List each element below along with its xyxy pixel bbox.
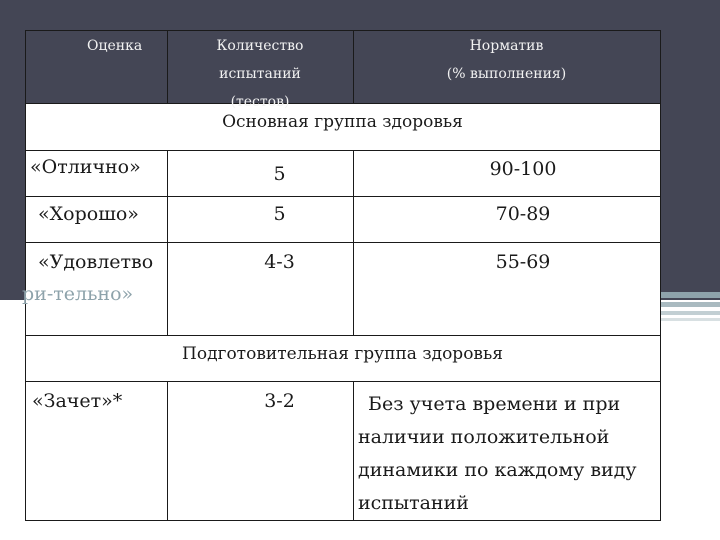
row-count: 5 xyxy=(273,203,286,225)
row-norm: 90-100 xyxy=(489,158,557,180)
header-grade: Оценка xyxy=(87,38,143,54)
row-norm: 55-69 xyxy=(495,251,551,273)
row-grade-line1: «Удовлетво xyxy=(38,251,154,273)
row-grade: «Зачет»* xyxy=(32,390,123,412)
header-norm xyxy=(353,32,660,88)
prep-group-title: Подготовительная группа здоровья xyxy=(182,344,503,364)
row-count: 4-3 xyxy=(264,251,295,273)
table-rule xyxy=(25,242,660,243)
header-norm-line1: Норматив xyxy=(469,38,544,54)
table-rule xyxy=(25,196,660,197)
row-norm-line2: наличии положительной xyxy=(358,426,610,448)
main-group-title: Основная группа здоровья xyxy=(222,112,463,132)
row-count: 5 xyxy=(273,163,286,185)
header-count xyxy=(167,32,353,116)
table-rule xyxy=(25,335,660,336)
table-border-left xyxy=(25,30,26,521)
row-norm: 70-89 xyxy=(495,203,551,225)
row-norm xyxy=(358,388,658,520)
header-count-line2: испытаний xyxy=(219,66,301,82)
header-count-line1: Количество xyxy=(216,38,304,54)
row-grade: «Хорошо» xyxy=(38,203,139,225)
table-rule xyxy=(25,150,660,151)
table-border-right xyxy=(660,30,661,521)
header-count-line3: (тестов) xyxy=(230,94,290,110)
row-grade: «Отлично» xyxy=(30,156,141,178)
row-norm-line3: динамики по каждому виду xyxy=(358,459,637,481)
row-grade-line2: ри-тельно» xyxy=(22,283,134,305)
left-margin-bg xyxy=(0,150,25,300)
header-norm-line2: (% выполнения) xyxy=(446,66,567,82)
table-border-top xyxy=(25,30,660,31)
row-count: 3-2 xyxy=(264,390,295,412)
row-norm-line4: испытаний xyxy=(358,492,469,514)
table-border-bottom xyxy=(25,520,660,521)
table-rule xyxy=(25,381,660,382)
row-norm-line1: Без учета времени и при xyxy=(368,393,621,415)
